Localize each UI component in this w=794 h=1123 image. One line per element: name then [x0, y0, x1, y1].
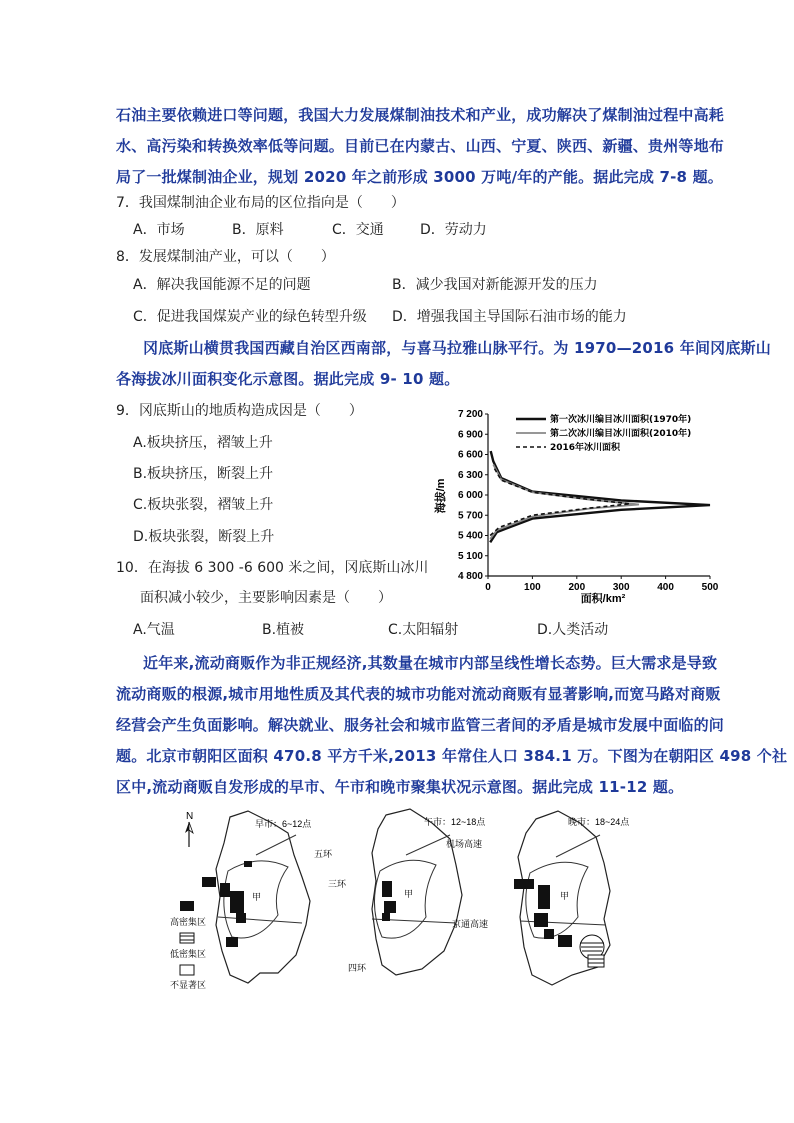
- map1-jia-label: 甲: [252, 892, 262, 902]
- legend-label-2: 第二次冰川编目冰川面积(2010年): [550, 429, 692, 439]
- legend-label-1: 第一次冰川编目冰川面积(1970年): [550, 415, 692, 425]
- para1-line1: 石油主要依赖进口等问题，我国大力发展煤制油技术和产业，成功解决了煤制油过程中高耗: [116, 106, 725, 124]
- para3-line5: 区中,流动商贩自发形成的早市、午市和晚市聚集状况示意图。据此完成 11-12 题。: [116, 778, 684, 796]
- q7-stem: 7．我国煤制油企业布局的区位指向是（ ）: [116, 195, 405, 211]
- y-tick-label: 6 600: [457, 449, 483, 461]
- q10-stem-line2: 面积减小较少，主要影响因素是（ ）: [140, 590, 392, 606]
- x-axis-label: 面积/km²: [580, 593, 626, 605]
- y-tick-label: 5 400: [457, 530, 483, 542]
- y-tick-label: 5 100: [457, 550, 483, 562]
- q10-option-c: C.太阳辐射: [388, 622, 459, 638]
- q9-option-d: D.板块张裂，断裂上升: [133, 529, 275, 545]
- x-tick-label: 100: [524, 582, 541, 593]
- y-tick-label: 6 900: [457, 429, 483, 441]
- q10-option-a: A.气温: [133, 622, 175, 638]
- map2-jia-label: 甲: [404, 889, 414, 899]
- q8-option-d: D．增强我国主导国际石油市场的能力: [392, 309, 627, 325]
- y-tick-label: 6 000: [457, 490, 483, 501]
- glacier-area-chart: [428, 406, 728, 606]
- map1-high-density-zone: [202, 877, 216, 887]
- map-morning: [202, 811, 312, 983]
- x-tick-label: 0: [485, 582, 491, 593]
- legend-none-label: 不显著区: [170, 980, 207, 990]
- para3-line4: 题。北京市朝阳区面积 470.8 平方千米,2013 年常住人口 384.1 万。下图为在朝阳区 498 个社: [116, 747, 788, 765]
- map2-third-ring-label: 三环: [328, 879, 347, 889]
- para3-line1: 近年来,流动商贩作为非正规经济,其数量在城市内部呈线性增长态势。巨大需求是导致: [143, 654, 718, 672]
- q8-option-a: A．解决我国能源不足的问题: [133, 277, 311, 293]
- q7-option-d: D．劳动力: [420, 222, 487, 238]
- y-axis-label: 海拔/m: [435, 478, 447, 514]
- map1-title: 早市：6~12点: [255, 819, 312, 829]
- map3-jia-label: 甲: [560, 891, 570, 901]
- q10-stem-line1: 10．在海拔 6 300 -6 600 米之间，冈底斯山冰川: [116, 560, 429, 576]
- map3-title: 晚市：18~24点: [568, 817, 630, 827]
- q10-option-d: D.人类活动: [537, 622, 609, 638]
- map2-title: 午市：12~18点: [424, 817, 486, 827]
- para2-line2: 各海拔冰川面积变化示意图。据此完成 9- 10 题。: [116, 370, 460, 388]
- y-tick-label: 6 300: [457, 469, 483, 481]
- map2-fourth-ring-label: 四环: [348, 963, 367, 973]
- series-line-1: [490, 451, 710, 542]
- q9-option-b: B.板块挤压，断裂上升: [133, 466, 274, 482]
- para1-line2: 水、高污染和转换效率低等问题。目前已在内蒙古、山西、宁夏、陕西、新疆、贵州等地布: [116, 137, 725, 155]
- q9-option-a: A.板块挤压，褶皱上升: [133, 435, 273, 451]
- map-noon: [314, 809, 488, 975]
- q8-stem: 8．发展煤制油产业，可以（ ）: [116, 249, 335, 265]
- q10-option-b: B.植被: [262, 622, 305, 638]
- q7-option-c: C．交通: [332, 222, 384, 238]
- north-label: N: [186, 811, 194, 822]
- x-tick-label: 200: [568, 582, 586, 593]
- map2-airport-expressway-label: 机场高速: [446, 839, 483, 849]
- map-evening: [514, 811, 630, 985]
- map-legend: [170, 901, 206, 990]
- y-tick-label: 5 700: [457, 510, 483, 522]
- legend-label-3: 2016年冰川面积: [550, 443, 621, 453]
- q8-option-c: C．促进我国煤炭产业的绿色转型升级: [133, 309, 367, 325]
- legend-low-label: 低密集区: [170, 949, 207, 959]
- north-arrow-icon: [185, 811, 193, 847]
- y-tick-label: 7 200: [457, 409, 483, 420]
- legend-high-swatch: [180, 901, 194, 911]
- q9-option-c: C.板块张裂，褶皱上升: [133, 497, 274, 513]
- vendor-maps: [160, 805, 680, 995]
- map2-fifth-ring-label: 五环: [314, 849, 333, 859]
- para1-line3: 局了一批煤制油企业，规划 2020 年之前形成 3000 万吨/年的产能。据此完成 7-8 题。: [116, 168, 724, 186]
- x-tick-label: 400: [657, 582, 674, 593]
- map2-jingtong-expressway-label: 京通高速: [452, 919, 489, 929]
- para3-line3: 经营会产生负面影响。解决就业、服务社会和城市监管三者间的矛盾是城市发展中面临的问: [116, 716, 725, 734]
- q7-option-b: B．原料: [232, 222, 284, 238]
- para3-line2: 流动商贩的根源,城市用地性质及其代表的城市功能对流动商贩有显著影响,而宽马路对商贩: [116, 685, 721, 703]
- q9-stem: 9．冈底斯山的地质构造成因是（ ）: [116, 403, 363, 419]
- x-tick-label: 300: [612, 582, 630, 593]
- legend-high-label: 高密集区: [170, 917, 207, 927]
- q7-option-a: A．市场: [133, 222, 185, 238]
- legend-none-swatch: [180, 965, 194, 975]
- q8-option-b: B．减少我国对新能源开发的压力: [392, 277, 598, 293]
- x-tick-label: 500: [701, 582, 719, 593]
- para2-line1: 冈底斯山横贯我国西藏自治区西南部，与喜马拉雅山脉平行。为 1970—2016 年间冈底斯山: [143, 339, 771, 357]
- series-line-2: [490, 465, 639, 539]
- y-tick-label: 4 800: [457, 571, 483, 582]
- legend-low-swatch: [180, 933, 194, 943]
